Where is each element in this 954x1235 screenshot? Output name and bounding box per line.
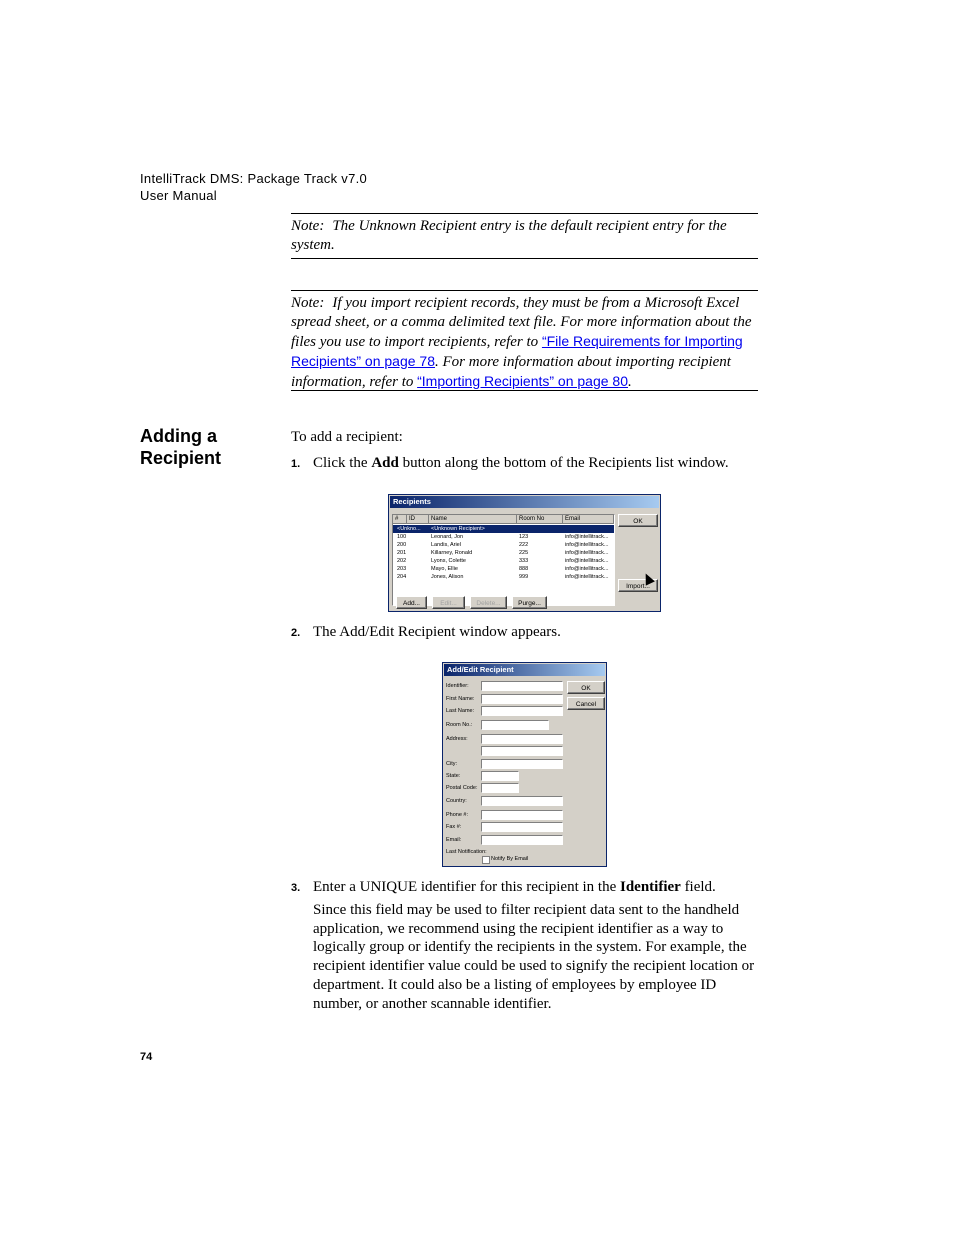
table-row[interactable] bbox=[393, 541, 614, 549]
purge-button[interactable]: Purge... bbox=[512, 596, 547, 609]
postal-code-label: Postal Code: bbox=[446, 785, 478, 791]
add-button[interactable]: Add... bbox=[396, 596, 427, 609]
address-line-2-field[interactable] bbox=[481, 746, 563, 756]
step-number: 2. bbox=[291, 627, 301, 639]
step-number: 1. bbox=[291, 458, 301, 470]
address-label: Address: bbox=[446, 736, 468, 742]
table-cell: 333 bbox=[519, 558, 529, 564]
note-lead: Note: bbox=[291, 218, 325, 234]
recipients-window-title: Recipients bbox=[390, 496, 659, 508]
identifier-label: Identifier: bbox=[446, 683, 469, 689]
city-label: City: bbox=[446, 761, 457, 767]
address-field[interactable] bbox=[481, 734, 563, 744]
note-text: The Unknown Recipient entry is the default recipient entry for the system. bbox=[291, 218, 727, 253]
email-label: Email: bbox=[446, 837, 462, 843]
last-notification-label: Last Notification: bbox=[446, 849, 487, 855]
phone-field[interactable] bbox=[481, 810, 563, 820]
table-cell: 123 bbox=[519, 534, 529, 540]
table-cell: info@intellitrack... bbox=[565, 550, 609, 556]
step-text-part: button along the bottom of the Recipients list window. bbox=[398, 455, 729, 471]
table-row[interactable] bbox=[393, 525, 614, 533]
ok-button[interactable]: OK bbox=[618, 514, 658, 527]
country-field[interactable] bbox=[481, 796, 563, 806]
table-cell: info@intellitrack... bbox=[565, 574, 609, 580]
step-text: The Add/Edit Recipient window appears. bbox=[313, 624, 561, 640]
section-heading: Adding a Recipient bbox=[140, 426, 222, 468]
step-text-bold: Identifier bbox=[619, 879, 681, 895]
table-cell: info@intellitrack... bbox=[565, 534, 609, 540]
room-no-label: Room No.: bbox=[446, 722, 473, 728]
table-row[interactable] bbox=[393, 557, 614, 565]
column-header[interactable]: # bbox=[393, 515, 407, 524]
step-text-part: Enter a UNIQUE identifier for this recipient in the bbox=[313, 879, 620, 895]
link-file-requirements[interactable]: “File Requirements for Importing Recipients” on page 78 bbox=[291, 333, 743, 369]
table-cell: info@intellitrack... bbox=[565, 558, 609, 564]
note-rule-bottom bbox=[291, 390, 758, 391]
table-cell: <Unkno... bbox=[397, 526, 421, 532]
column-header[interactable]: Email bbox=[563, 515, 614, 524]
table-cell: Leonard, Jon bbox=[431, 534, 464, 540]
table-cell: 204 bbox=[397, 574, 407, 580]
note-unknown-recipient bbox=[291, 217, 761, 255]
step-text bbox=[313, 454, 729, 473]
table-row[interactable] bbox=[393, 549, 614, 557]
column-header[interactable]: Room No bbox=[517, 515, 563, 524]
running-header-subtitle: User Manual bbox=[140, 188, 217, 203]
table-cell: Killarney, Ronald bbox=[431, 550, 473, 556]
first-name-field[interactable] bbox=[481, 694, 563, 704]
add-edit-window-title: Add/Edit Recipient bbox=[444, 664, 605, 676]
last-name-field[interactable] bbox=[481, 706, 563, 716]
page-number: 74 bbox=[140, 1051, 153, 1063]
recipients-window bbox=[388, 494, 661, 612]
first-name-label: First Name: bbox=[446, 696, 475, 702]
table-row[interactable] bbox=[393, 533, 614, 541]
table-cell: 999 bbox=[519, 574, 529, 580]
table-cell: Lyons, Colette bbox=[431, 558, 466, 564]
note-import-recipients bbox=[291, 294, 761, 392]
recipients-list[interactable] bbox=[392, 514, 615, 606]
table-cell: Jones, Alison bbox=[431, 574, 464, 580]
table-cell: 203 bbox=[397, 566, 407, 572]
cancel-button[interactable]: Cancel bbox=[567, 697, 605, 710]
table-cell: 222 bbox=[519, 542, 529, 548]
step-number: 3. bbox=[291, 882, 301, 894]
running-header-title: IntelliTrack DMS: Package Track v7.0 bbox=[140, 171, 368, 186]
country-label: Country: bbox=[446, 798, 467, 804]
table-cell: Landis, Ariel bbox=[431, 542, 461, 548]
link-importing-recipients[interactable]: “Importing Recipients” on page 80 bbox=[417, 373, 629, 389]
import-button[interactable]: Import... bbox=[618, 579, 658, 592]
note-text: If you import recipient records, they must be from a Microsoft Excel spread sheet, or a comma delimited text file. For more information about the files you use to import recipients, refer to bbox=[291, 295, 752, 350]
step-text-bold: Add bbox=[371, 455, 399, 471]
state-field[interactable] bbox=[481, 771, 519, 781]
note-rule-top bbox=[291, 290, 758, 291]
table-row[interactable] bbox=[393, 573, 614, 581]
table-cell: 201 bbox=[397, 550, 407, 556]
fax-label: Fax #: bbox=[446, 824, 462, 830]
edit-button[interactable]: Edit... bbox=[432, 596, 465, 609]
fax-field[interactable] bbox=[481, 822, 563, 832]
table-cell: info@intellitrack... bbox=[565, 542, 609, 548]
table-cell: info@intellitrack... bbox=[565, 566, 609, 572]
notify-by-email-label: Notify By Email bbox=[491, 856, 529, 862]
identifier-field[interactable] bbox=[481, 681, 563, 691]
state-label: State: bbox=[446, 773, 461, 779]
step-text-part: Click the bbox=[313, 455, 372, 471]
table-cell: 100 bbox=[397, 534, 407, 540]
last-name-label: Last Name: bbox=[446, 708, 475, 714]
step-text bbox=[313, 878, 716, 897]
notify-by-email-checkbox[interactable] bbox=[482, 856, 490, 864]
note-text: . bbox=[628, 374, 632, 390]
table-cell: 888 bbox=[519, 566, 529, 572]
note-rule-bottom bbox=[291, 258, 758, 259]
room-no-field[interactable] bbox=[481, 720, 549, 730]
table-cell: <Unknown Recipient> bbox=[431, 526, 485, 532]
step-text-part: field. bbox=[680, 879, 716, 895]
table-cell: 202 bbox=[397, 558, 407, 564]
city-field[interactable] bbox=[481, 759, 563, 769]
table-cell: 200 bbox=[397, 542, 407, 548]
table-cell: Mayo, Ellie bbox=[431, 566, 458, 572]
note-text: . For more information about importing recipient information, refer to bbox=[291, 354, 731, 390]
note-lead: Note: bbox=[291, 295, 325, 311]
table-row[interactable] bbox=[393, 565, 614, 573]
postal-code-field[interactable] bbox=[481, 783, 519, 793]
email-field[interactable] bbox=[481, 835, 563, 845]
delete-button[interactable]: Delete... bbox=[470, 596, 507, 609]
ok-button[interactable]: OK bbox=[567, 681, 605, 694]
table-cell: 225 bbox=[519, 550, 529, 556]
column-header[interactable]: ID bbox=[407, 515, 429, 524]
note-rule-top bbox=[291, 213, 758, 214]
column-header[interactable]: Name bbox=[429, 515, 517, 524]
section-intro: To add a recipient: bbox=[291, 429, 403, 445]
add-edit-recipient-window bbox=[442, 662, 607, 867]
phone-label: Phone #: bbox=[446, 812, 469, 818]
step-3-paragraph: Since this field may be used to filter recipient data sent to the handheld application, we recommend using the recipient identifier as a way to logically group or identify the recipients in the system. For example, the recipient identifier value could be used to signify the recipient location or department. It could also be a listing of employees by employee ID number, or another scannable identifier. bbox=[313, 902, 755, 1012]
